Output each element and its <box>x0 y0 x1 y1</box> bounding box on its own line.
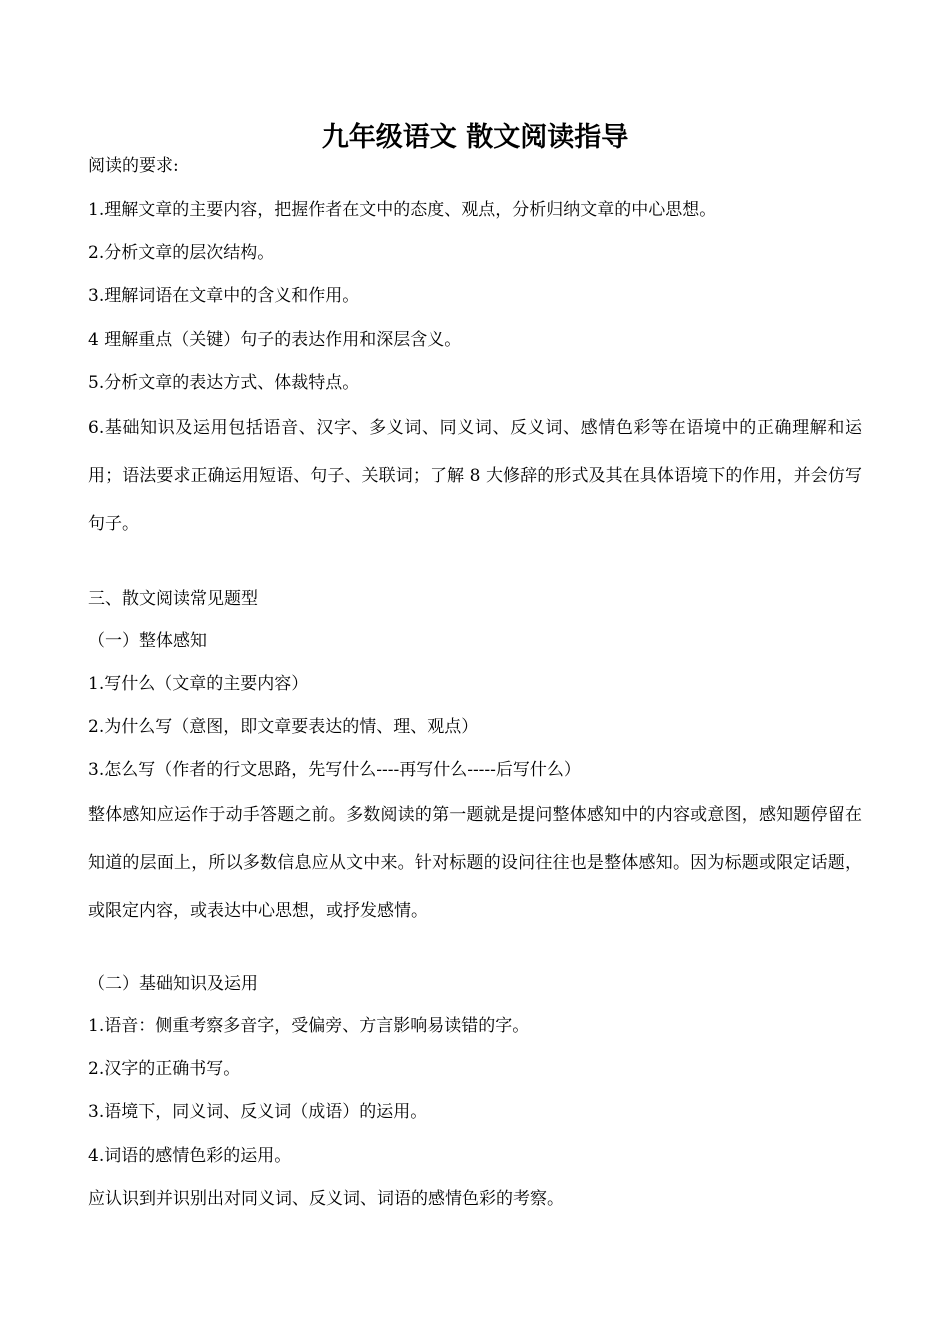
part-2-item: 4.词语的感情色彩的运用。 <box>88 1146 292 1166</box>
part-1-item: 2.为什么写（意图，即文章要表达的情、理、观点） <box>88 717 479 737</box>
requirement-item: 5.分析文章的表达方式、体裁特点。 <box>88 373 360 393</box>
part-2-heading: （二）基础知识及运用 <box>88 974 258 994</box>
requirement-item: 1.理解文章的主要内容，把握作者在文中的态度、观点，分析归纳文章的中心思想。 <box>88 200 717 220</box>
part-1-paragraph: 整体感知应运作于动手答题之前。多数阅读的第一题就是提问整体感知中的内容或意图，感知题停留在知道的层面上，所以多数信息应从文中来。针对标题的设问往往也是整体感知。因为标题或限定话题，或限定内容，或表达中心思想，或抒发感情。 <box>88 805 862 921</box>
part-2-item: 3.语境下，同义词、反义词（成语）的运用。 <box>88 1102 428 1122</box>
part-1-heading: （一）整体感知 <box>88 631 207 651</box>
part-2-note: 应认识到并识别出对同义词、反义词、词语的感情色彩的考察。 <box>88 1189 564 1209</box>
part-2-item: 2.汉字的正确书写。 <box>88 1059 241 1079</box>
requirement-item: 2.分析文章的层次结构。 <box>88 243 275 263</box>
requirement-item: 3.理解词语在文章中的含义和作用。 <box>88 286 360 306</box>
requirement-item: 4 理解重点（关键）句子的表达作用和深层含义。 <box>88 330 462 350</box>
document-title: 九年级语文 散文阅读指导 <box>321 122 629 153</box>
part-2-item: 1.语音：侧重考察多音字，受偏旁、方言影响易读错的字。 <box>88 1016 530 1036</box>
part-1-item: 1.写什么（文章的主要内容） <box>88 674 309 694</box>
section-3-heading: 三、散文阅读常见题型 <box>88 589 258 609</box>
requirement-6-paragraph: 6.基础知识及运用包括语音、汉字、多义词、同义词、反义词、感情色彩等在语境中的正确理解和运用；语法要求正确运用短语、句子、关联词；了解 8 大修辞的形式及其在具体语境下的作用，并会仿写句子。 <box>88 418 862 534</box>
requirements-heading: 阅读的要求: <box>88 156 179 176</box>
part-1-item: 3.怎么写（作者的行文思路，先写什么----再写什么-----后写什么） <box>88 760 581 780</box>
